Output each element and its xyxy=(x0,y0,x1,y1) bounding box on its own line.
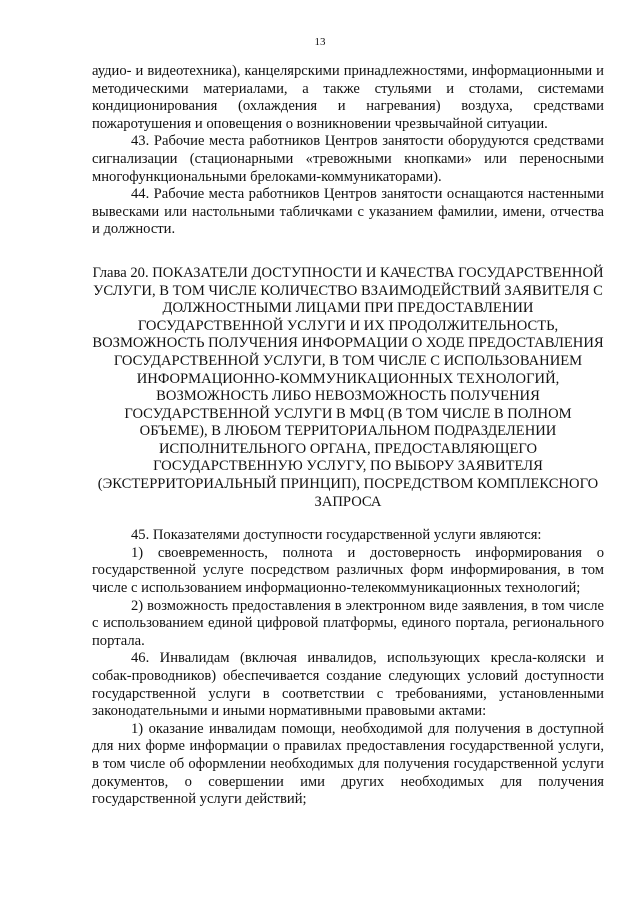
paragraph-45-item-2: 2) возможность предоставления в электронном виде заявления, в том числе с использованием единой цифровой платформы, единого портала, регионального портала. xyxy=(92,597,604,649)
paragraph-46: 46. Инвалидам (включая инвалидов, использующих кресла-коляски и собак-проводников) обеспечивается создание следующих условий доступности государственной услуги в соответствии с требованиями, установленными законодательными и иными нормативными правовыми актами: xyxy=(92,650,604,720)
chapter-heading: Глава 20. ПОКАЗАТЕЛИ ДОСТУПНОСТИ И КАЧЕСТВА ГОСУДАРСТВЕННОЙ УСЛУГИ, В ТОМ ЧИСЛЕ КОЛИЧЕСТВО ВЗАИМОДЕЙСТВИЙ ЗАЯВИТЕЛЯ С ДОЛЖНОСТНЫМИ ЛИЦАМИ ПРИ ПРЕДОСТАВЛЕНИИ ГОСУДАРСТВЕННОЙ УСЛУГИ И ИХ ПРОДОЛЖИТЕЛЬНОСТЬ, ВОЗМОЖНОСТЬ ПОЛУЧЕНИЯ ИНФОРМАЦИИ О ХОДЕ ПРЕДОСТАВЛЕНИЯ ГОСУДАРСТВЕННОЙ УСЛУГИ, В ТОМ ЧИСЛЕ С ИСПОЛЬЗОВАНИЕМ ИНФОРМАЦИОННО-КОММУНИКАЦИОННЫХ ТЕХНОЛОГИЙ, ВОЗМОЖНОСТЬ ЛИБО НЕВОЗМОЖНОСТЬ ПОЛУЧЕНИЯ ГОСУДАРСТВЕННОЙ УСЛУГИ В МФЦ (В ТОМ ЧИСЛЕ В ПОЛНОМ ОБЪЕМЕ), В ЛЮБОМ ТЕРРИТОРИАЛЬНОМ ПОДРАЗДЕЛЕНИИ ИСПОЛНИТЕЛЬНОГО ОРГАНА, ПРЕДОСТАВЛЯЮЩЕГО ГОСУДАРСТВЕННУЮ УСЛУГУ, ПО ВЫБОРУ ЗАЯВИТЕЛЯ (ЭКСТЕРРИТОРИАЛЬНЫЙ ПРИНЦИП), ПОСРЕДСТВОМ КОМПЛЕКСНОГО ЗАПРОСА xyxy=(92,264,604,510)
document-body xyxy=(92,63,604,809)
paragraph-45: 45. Показателями доступности государственной услуги являются: xyxy=(131,527,542,544)
paragraph-44: 44. Рабочие места работников Центров занятости оснащаются настенными вывесками или настольными табличками с указанием фамилии, имени, отчества и должности. xyxy=(92,186,604,238)
spacer xyxy=(92,239,604,265)
bottom-paragraphs xyxy=(92,527,604,809)
top-paragraphs xyxy=(92,63,604,239)
spacer xyxy=(92,511,604,527)
paragraph-43: 43. Рабочие места работников Центров занятости оборудуются средствами сигнализации (стационарными «тревожными кнопками» или переносными многофункциональными брелоками-коммуникаторами). xyxy=(92,133,604,185)
paragraph-continuation: аудио- и видеотехника), канцелярскими принадлежностями, информационными и методическими материалами, а также стульями и столами, системами кондиционирования (охлаждения и нагревания) воздуха, средствами пожаротушения и оповещения о возникновении чрезвычайной ситуации. xyxy=(92,63,604,132)
page-number: 13 xyxy=(314,36,326,48)
paragraph-45-item-1: 1) своевременность, полнота и достоверность информирования о государственной услуге посредством различных форм информирования, в том числе с использованием информационно-телекоммуникационных технологий; xyxy=(92,544,604,597)
paragraph-46-item-1: 1) оказание инвалидам помощи, необходимой для получения в доступной для них форме информации о правилах предоставления государственной услуги, в том числе об оформлении необходимых для получения государственной услуги документов, о совершении ими других необходимых для получения государственной услуги действий; xyxy=(92,720,604,808)
